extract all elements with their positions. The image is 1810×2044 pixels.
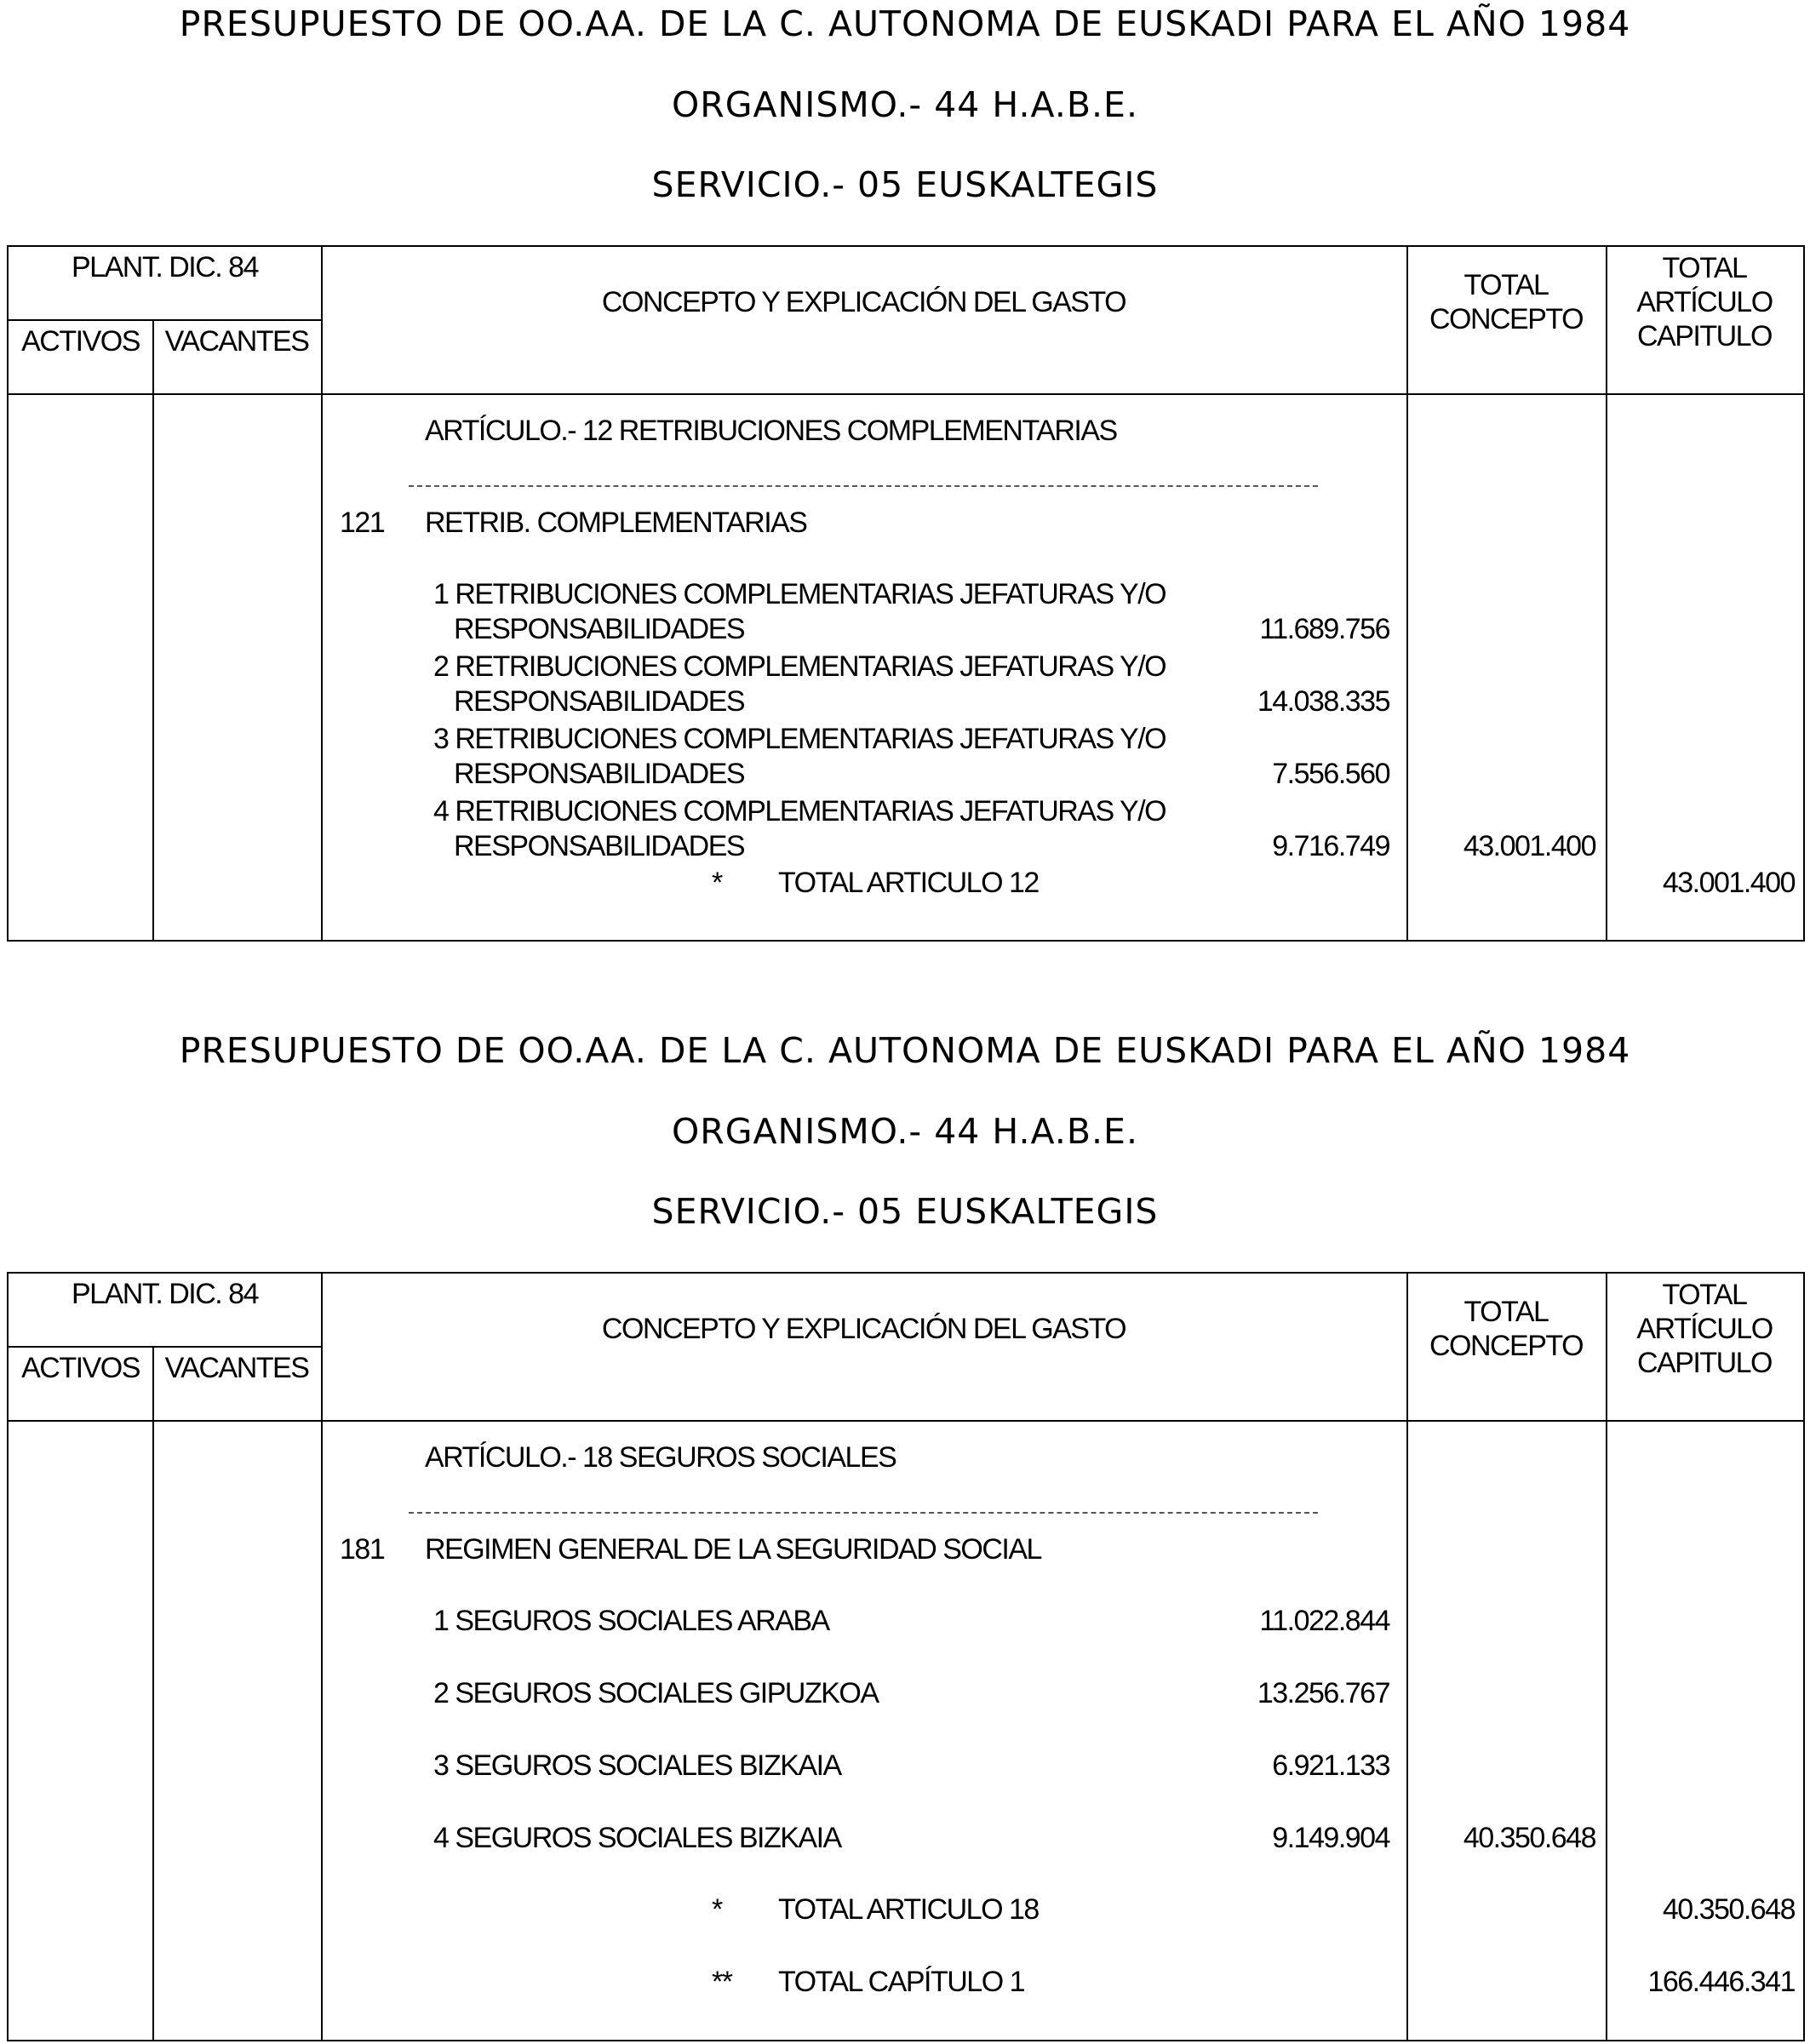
header-concepto: CONCEPTO Y EXPLICACIÓN DEL GASTO	[601, 286, 1126, 318]
total-capitulo-value: 166.446.341	[1647, 1966, 1795, 1998]
item-1-amount: 11.022.844	[1259, 1605, 1389, 1637]
item-3-line1: 3 RETRIBUCIONES COMPLEMENTARIAS JEFATURAS Y/O	[433, 723, 1166, 755]
plant-divider	[9, 1346, 321, 1348]
item-3-amount: 6.921.133	[1272, 1749, 1389, 1782]
item-2-label: 2 SEGUROS SOCIALES GIPUZKOA	[433, 1677, 879, 1709]
total-articulo-mark: *	[712, 1893, 722, 1926]
header-total-articulo-3: CAPITULO	[1636, 320, 1773, 352]
concept-code: 181	[340, 1533, 385, 1566]
header-total-concepto-2: CONCEPTO	[1429, 303, 1584, 335]
servicio-title: SERVICIO.- 05 EUSKALTEGIS	[651, 1191, 1159, 1232]
header-total-concepto-1: TOTAL	[1463, 269, 1549, 301]
concept-name: RETRIB. COMPLEMENTARIAS	[425, 507, 807, 539]
organismo-title: ORGANISMO.- 44 H.A.B.E.	[671, 1111, 1138, 1152]
articulo-title: ARTÍCULO.- 12 RETRIBUCIONES COMPLEMENTARIAS	[425, 415, 1117, 447]
dashed-separator	[409, 485, 1318, 487]
header-total-concepto-2: CONCEPTO	[1429, 1330, 1584, 1362]
col-divider-vacantes	[321, 247, 323, 942]
item-3-line2: RESPONSABILIDADES	[454, 758, 745, 790]
header-total-articulo-1: TOTAL	[1662, 252, 1747, 284]
header-plant: PLANT. DIC. 84	[72, 251, 258, 283]
total-capitulo-label: TOTAL CAPÍTULO 1	[778, 1966, 1025, 1998]
header-plant: PLANT. DIC. 84	[72, 1278, 258, 1310]
total-articulo-value: 40.350.648	[1662, 1893, 1795, 1926]
header-total-concepto-1: TOTAL	[1463, 1296, 1549, 1328]
articulo-title: ARTÍCULO.- 18 SEGUROS SOCIALES	[425, 1441, 896, 1474]
total-concepto-value: 40.350.648	[1463, 1822, 1595, 1854]
header-total-articulo-3: CAPITULO	[1636, 1347, 1773, 1379]
header-total-articulo-1: TOTAL	[1662, 1279, 1747, 1311]
item-2-line1: 2 RETRIBUCIONES COMPLEMENTARIAS JEFATURAS Y/O	[433, 650, 1166, 683]
col-divider-vacantes	[321, 1274, 323, 2041]
item-1-line1: 1 RETRIBUCIONES COMPLEMENTARIAS JEFATURAS Y/O	[433, 578, 1166, 610]
item-3-label: 3 SEGUROS SOCIALES BIZKAIA	[433, 1749, 841, 1782]
item-2-line2: RESPONSABILIDADES	[454, 685, 745, 718]
total-articulo-value: 43.001.400	[1662, 867, 1795, 899]
item-4-label: 4 SEGUROS SOCIALES BIZKAIA	[433, 1822, 841, 1854]
header-activos: ACTIVOS	[21, 1352, 140, 1384]
header-vacantes: VACANTES	[164, 325, 309, 358]
dashed-separator	[409, 1512, 1318, 1514]
item-4-line2: RESPONSABILIDADES	[454, 830, 745, 862]
total-capitulo-mark: **	[712, 1966, 732, 1998]
item-4-line1: 4 RETRIBUCIONES COMPLEMENTARIAS JEFATURAS Y/O	[433, 795, 1166, 827]
budget-table	[7, 1272, 1805, 2041]
item-3-amount: 7.556.560	[1272, 758, 1389, 790]
total-articulo-mark: *	[712, 867, 722, 899]
item-4-amount: 9.716.749	[1272, 830, 1389, 862]
servicio-title: SERVICIO.- 05 EUSKALTEGIS	[651, 164, 1159, 205]
header-total-articulo-2: ARTÍCULO	[1636, 1313, 1773, 1345]
concept-name: REGIMEN GENERAL DE LA SEGURIDAD SOCIAL	[425, 1533, 1041, 1566]
plant-divider	[9, 319, 321, 321]
header-vacantes: VACANTES	[164, 1352, 309, 1384]
col-divider-activos	[152, 321, 154, 942]
item-1-label: 1 SEGUROS SOCIALES ARABA	[433, 1605, 829, 1637]
item-2-amount: 13.256.767	[1257, 1677, 1389, 1709]
total-articulo-label: TOTAL ARTICULO 18	[778, 1893, 1039, 1926]
organismo-title: ORGANISMO.- 44 H.A.B.E.	[671, 84, 1138, 125]
col-divider-activos	[152, 1348, 154, 2041]
col-divider-concepto	[1406, 1274, 1408, 2041]
item-1-amount: 11.689.756	[1259, 613, 1389, 645]
total-articulo-label: TOTAL ARTICULO 12	[778, 867, 1039, 899]
header-activos: ACTIVOS	[21, 325, 140, 358]
header-total-articulo-2: ARTÍCULO	[1636, 286, 1773, 318]
concept-code: 121	[340, 507, 385, 539]
budget-title: PRESUPUESTO DE OO.AA. DE LA C. AUTONOMA DE EUSKADI PARA EL AÑO 1984	[179, 3, 1631, 44]
total-concepto-value: 43.001.400	[1463, 830, 1595, 862]
budget-title: PRESUPUESTO DE OO.AA. DE LA C. AUTONOMA DE EUSKADI PARA EL AÑO 1984	[179, 1030, 1631, 1071]
header-concepto: CONCEPTO Y EXPLICACIÓN DEL GASTO	[601, 1313, 1126, 1345]
item-2-amount: 14.038.335	[1257, 685, 1389, 718]
item-4-amount: 9.149.904	[1272, 1822, 1389, 1854]
header-divider	[9, 393, 1803, 395]
item-1-line2: RESPONSABILIDADES	[454, 613, 745, 645]
budget-table	[7, 245, 1805, 942]
header-divider	[9, 1420, 1803, 1422]
